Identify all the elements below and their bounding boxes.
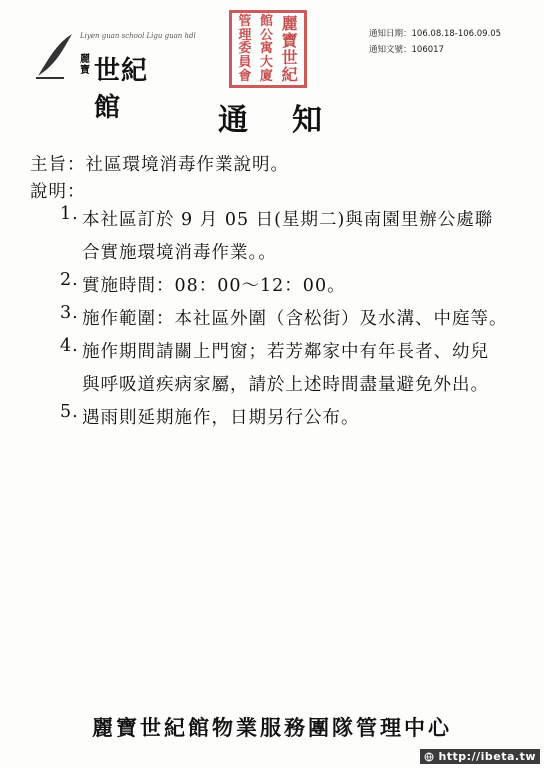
item-text: 施作期間請關上門窗；若芳鄰家中有年長者、幼兒 與呼吸道疾病家屬，請於上述時間盡量避免外出。 [82, 342, 489, 395]
item-text: 施作範圍：本社區外圍（含松街）及水溝、中庭等。 [82, 309, 508, 329]
item-text: 實施時間：08：00～12：00。 [82, 276, 346, 296]
seal-character: 世 [281, 47, 298, 67]
logo-main-text: 世紀館 [94, 56, 149, 123]
seal-character: 大 [259, 55, 273, 71]
seal-character: 委 [238, 41, 252, 57]
seal-character: 館 [259, 14, 273, 30]
list-item [60, 204, 530, 270]
item-number: 4. [60, 336, 79, 356]
item-number: 1. [60, 204, 79, 224]
seal-character: 紀 [281, 64, 298, 84]
seal-column [260, 15, 273, 83]
footer-signature: 麗寶世紀館物業服務團隊管理中心 [92, 715, 452, 740]
logo [34, 26, 196, 123]
seal-character: 會 [238, 68, 252, 84]
seal-character: 寓 [259, 41, 273, 57]
item-text: 本社區訂於 9 月 05 日(星期二)與南園里辦公處聯 合實施環境消毒作業。。 [82, 210, 494, 263]
subject-line: 主旨：社區環境消毒作業說明。 [30, 155, 289, 175]
watermark-text: http://ibeta.tw [438, 750, 536, 763]
logo-script-text: Liyen guan school Ligu guan hdl [80, 32, 196, 40]
description-list [60, 204, 530, 435]
list-item [60, 402, 530, 435]
list-item [60, 270, 530, 303]
globe-icon [424, 752, 434, 762]
seal-character: 員 [238, 55, 252, 71]
page-title: 通知 [218, 103, 366, 138]
seal-character: 公 [259, 27, 273, 43]
item-number: 2. [60, 270, 79, 290]
seal-character: 麗 [281, 13, 298, 33]
list-item [60, 336, 530, 402]
watermark [420, 749, 540, 764]
logo-quill-icon [34, 30, 74, 80]
seal-character: 廈 [259, 68, 273, 84]
item-number: 5. [60, 402, 79, 422]
seal-column [282, 15, 298, 83]
seal-character: 管 [238, 14, 252, 30]
notice-meta [369, 26, 501, 58]
item-text: 遇雨則延期施作，日期另行公布。 [82, 408, 360, 428]
seal-character: 寶 [281, 30, 298, 50]
notice-date: 通知日期：106.08.18-106.09.05 [369, 29, 502, 39]
logo-small-text: 麗寶 [80, 54, 90, 76]
notice-doc-number: 通知文號：106017 [369, 45, 444, 55]
seal-column [238, 15, 251, 83]
seal-character: 理 [238, 27, 252, 43]
description-label: 說明： [30, 182, 86, 202]
red-seal-stamp [229, 10, 307, 88]
list-item [60, 303, 530, 336]
item-number: 3. [60, 303, 79, 323]
